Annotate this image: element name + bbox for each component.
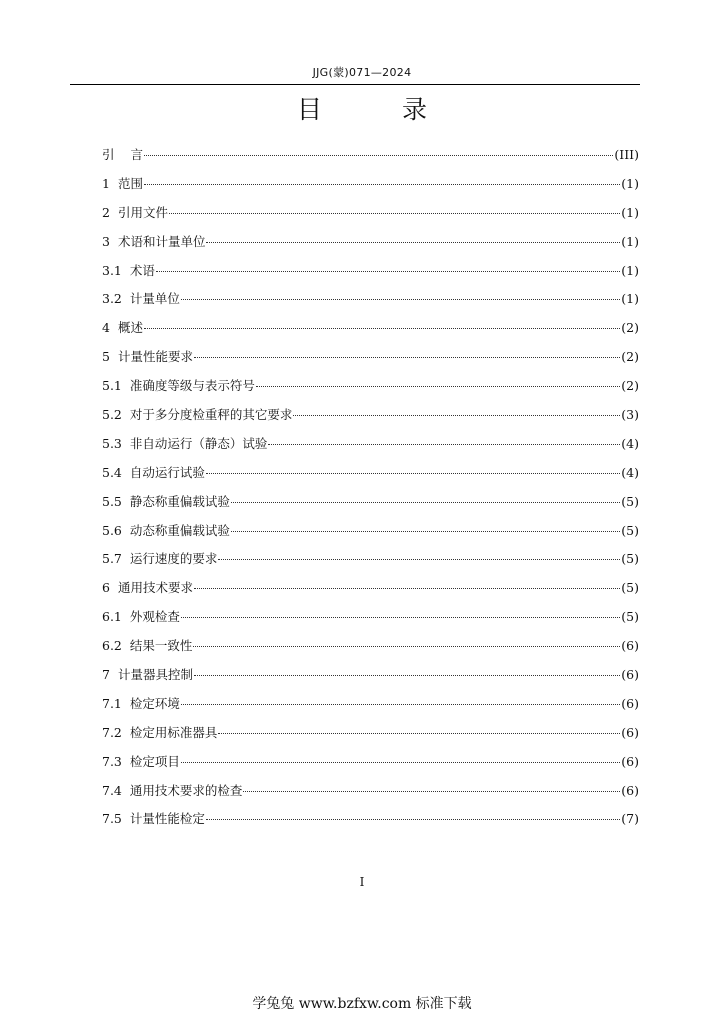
toc-entry-page: (6) [621, 724, 639, 740]
toc-entry-page: (6) [621, 782, 639, 798]
toc-dot-leader [268, 444, 620, 445]
toc-entry [102, 318, 639, 347]
toc-entry-page: (5) [621, 551, 639, 567]
toc-entry-page: (2) [621, 320, 639, 336]
header-divider [70, 84, 640, 85]
toc-entry-number: 7.3 [102, 753, 122, 769]
toc-entry-label: 通用技术要求 [117, 580, 193, 596]
toc-entry-page: (2) [621, 349, 639, 365]
toc-dot-leader [194, 675, 620, 676]
toc-entry [102, 521, 639, 550]
toc-dot-leader [169, 213, 620, 214]
toc-dot-leader [206, 242, 620, 243]
toc-entry-label: 运行速度的要求 [129, 551, 218, 567]
toc-list [102, 145, 639, 838]
toc-dot-leader [193, 646, 620, 647]
toc-entry [102, 463, 639, 492]
toc-entry-label: 静态称重偏载试验 [129, 493, 230, 509]
toc-entry-number: 7.2 [102, 724, 122, 740]
toc-entry-label: 计量性能检定 [129, 811, 205, 827]
toc-entry [102, 145, 639, 174]
toc-entry-label: 概述 [117, 320, 143, 336]
toc-entry-page: (6) [621, 638, 639, 654]
toc-entry-number: 6 [102, 580, 110, 596]
standard-code: JJG(蒙)071—2024 [312, 66, 412, 79]
toc-entry-label: 结果一致性 [129, 638, 193, 654]
toc-entry [102, 694, 639, 723]
toc-entry-number: 5.3 [102, 435, 122, 451]
toc-entry [102, 203, 639, 232]
toc-entry [102, 665, 639, 694]
toc-entry-label: 检定用标准器具 [129, 724, 218, 740]
toc-entry-number: 3.1 [102, 262, 122, 278]
toc-entry [102, 289, 639, 318]
toc-dot-leader [156, 271, 620, 272]
toc-entry-page: (1) [621, 175, 639, 191]
toc-title: 目 录 [297, 95, 463, 124]
toc-entry [102, 752, 639, 781]
toc-entry [102, 492, 639, 521]
toc-dot-leader [144, 328, 620, 329]
toc-entry-label: 对于多分度检重秤的其它要求 [129, 407, 293, 423]
toc-dot-leader [181, 617, 620, 618]
toc-entry-page: (5) [621, 609, 639, 625]
toc-entry-label: 引用文件 [117, 204, 168, 220]
toc-entry-page: (1) [621, 233, 639, 249]
page-number: I [359, 875, 365, 889]
toc-entry-number: 4 [102, 320, 110, 336]
toc-dot-leader [144, 155, 613, 156]
toc-entry-number: 6.1 [102, 609, 122, 625]
toc-dot-leader [231, 531, 620, 532]
toc-entry [102, 549, 639, 578]
toc-dot-leader [206, 473, 620, 474]
toc-dot-leader [218, 559, 620, 560]
toc-dot-leader [194, 588, 620, 589]
toc-entry-page: (5) [621, 493, 639, 509]
toc-entry-number: 7.1 [102, 695, 122, 711]
toc-dot-leader [144, 184, 620, 185]
toc-entry-label: 自动运行试验 [129, 464, 205, 480]
toc-entry-page: (4) [621, 464, 639, 480]
toc-entry-page: (4) [621, 435, 639, 451]
toc-entry-label: 通用技术要求的检查 [129, 782, 243, 798]
toc-entry-label: 术语 [129, 262, 155, 278]
toc-entry-label: 检定项目 [129, 753, 180, 769]
toc-entry [102, 578, 639, 607]
toc-entry [102, 347, 639, 376]
toc-dot-leader [181, 299, 620, 300]
toc-entry [102, 607, 639, 636]
toc-entry-number: 7 [102, 667, 110, 683]
toc-entry-number: 引 [102, 147, 115, 162]
toc-entry [102, 434, 639, 463]
toc-entry [102, 723, 639, 752]
toc-entry-number: 5.5 [102, 493, 122, 509]
toc-entry [102, 405, 639, 434]
toc-entry-page: (5) [621, 522, 639, 538]
toc-dot-leader [206, 819, 620, 820]
toc-entry-page: (1) [621, 291, 639, 307]
toc-entry-number: 5.4 [102, 464, 122, 480]
toc-entry-number: 5 [102, 349, 110, 365]
toc-entry-page: (3) [621, 407, 639, 423]
toc-dot-leader [243, 791, 620, 792]
toc-entry-page: (6) [621, 695, 639, 711]
toc-entry-label: 准确度等级与表示符号 [129, 378, 255, 394]
toc-entry-number: 1 [102, 175, 110, 191]
toc-dot-leader [293, 415, 620, 416]
toc-entry-number: 2 [102, 204, 110, 220]
toc-entry [102, 809, 639, 838]
toc-dot-leader [256, 386, 620, 387]
toc-entry-label: 非自动运行（静态）试验 [129, 435, 268, 451]
toc-entry-page: (7) [621, 811, 639, 827]
toc-entry-label: 计量器具控制 [117, 667, 193, 683]
toc-dot-leader [181, 704, 620, 705]
toc-entry-page: (III) [614, 147, 639, 162]
toc-entry-label: 范围 [117, 175, 143, 191]
toc-entry-number: 6.2 [102, 638, 122, 654]
toc-entry [102, 781, 639, 810]
toc-entry-page: (6) [621, 667, 639, 683]
toc-entry-number: 5.6 [102, 522, 122, 538]
toc-entry [102, 232, 639, 261]
toc-entry [102, 174, 639, 203]
toc-entry-label: 言 [130, 147, 144, 162]
toc-entry [102, 636, 639, 665]
toc-entry [102, 261, 639, 290]
toc-entry-number: 7.4 [102, 782, 122, 798]
toc-entry-number: 5.2 [102, 407, 122, 423]
toc-entry-label: 计量性能要求 [117, 349, 193, 365]
toc-entry-label: 检定环境 [129, 695, 180, 711]
toc-dot-leader [218, 733, 620, 734]
toc-entry-number: 5.7 [102, 551, 122, 567]
toc-entry-number: 7.5 [102, 811, 122, 827]
toc-dot-leader [181, 762, 620, 763]
toc-entry-number: 3.2 [102, 291, 122, 307]
toc-dot-leader [231, 502, 620, 503]
toc-entry-page: (1) [621, 262, 639, 278]
toc-entry [102, 376, 639, 405]
toc-entry-number: 5.1 [102, 378, 122, 394]
toc-entry-page: (2) [621, 378, 639, 394]
toc-entry-label: 动态称重偏载试验 [129, 522, 230, 538]
toc-entry-page: (5) [621, 580, 639, 596]
toc-entry-label: 术语和计量单位 [117, 233, 206, 249]
toc-dot-leader [194, 357, 620, 358]
toc-entry-page: (1) [621, 204, 639, 220]
toc-entry-label: 计量单位 [129, 291, 180, 307]
toc-entry-page: (6) [621, 753, 639, 769]
toc-entry-number: 3 [102, 233, 110, 249]
toc-entry-label: 外观检查 [129, 609, 180, 625]
footer-watermark: 学兔兔 www.bzfxw.com 标准下载 [252, 996, 472, 1012]
